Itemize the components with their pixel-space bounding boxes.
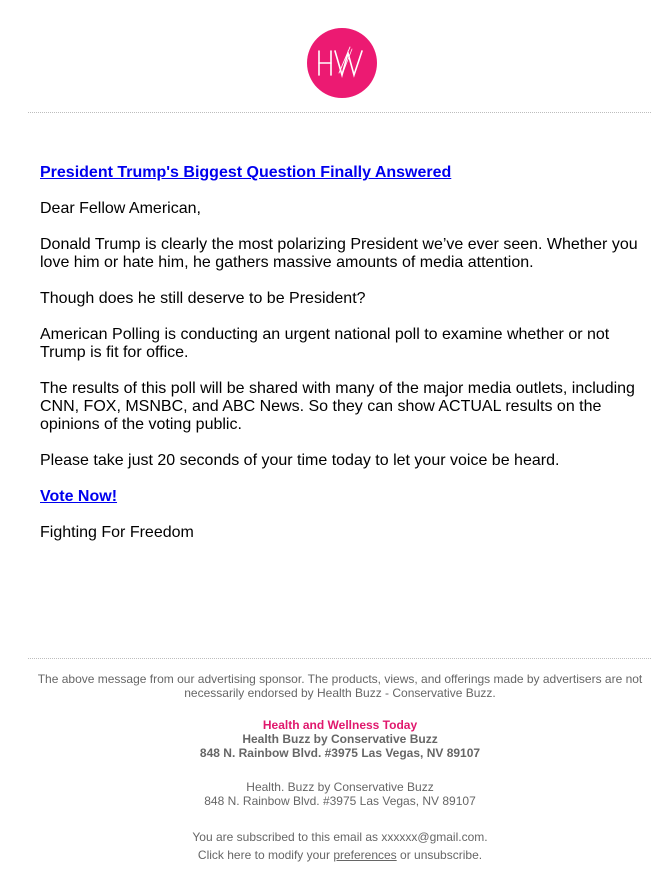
preferences-link[interactable]: preferences — [333, 848, 397, 862]
modify-suffix: or unsubscribe. — [400, 848, 483, 862]
brand-name: Health and Wellness Today — [262, 718, 418, 732]
paragraph-3: American Polling is conducting an urgent national poll to examine whether or not Trump is fit for office. — [40, 326, 610, 361]
modify-preferences-line — [30, 846, 650, 864]
email-body — [40, 164, 650, 560]
brand-logo[interactable] — [307, 28, 377, 98]
brand-subtitle: Health Buzz by Conservative Buzz — [242, 732, 438, 746]
brand-address: 848 N. Rainbow Blvd. #3975 Las Vegas, NV 89107 — [199, 746, 481, 760]
brand-address-block — [30, 718, 650, 760]
paragraph-1: Donald Trump is clearly the most polarizing President we’ve ever seen. Whether you love him or hate him, he gathers massive amounts of media attention. — [40, 236, 638, 271]
sponsor-disclaimer: The above message from our advertising sponsor. The products, views, and offerings made by advertisers are not necessarily endorsed by Health Buzz - Conservative Buzz. — [37, 672, 643, 700]
top-divider — [28, 112, 651, 113]
company-name: Health. Buzz by Conservative Buzz — [246, 780, 434, 794]
vote-now-link[interactable]: Vote Now! — [40, 488, 118, 505]
paragraph-5: Please take just 20 seconds of your time today to let your voice be heard. — [40, 452, 560, 469]
subscription-info — [30, 828, 650, 864]
bottom-divider — [28, 658, 651, 659]
greeting: Dear Fellow American, — [40, 200, 201, 217]
signoff: Fighting For Freedom — [40, 524, 194, 541]
headline-link[interactable]: President Trump's Biggest Question Finally Answered — [40, 164, 452, 181]
company-address-block — [30, 780, 650, 808]
modify-prefix: Click here to modify your — [197, 848, 330, 862]
company-address: 848 N. Rainbow Blvd. #3975 Las Vegas, NV 89107 — [204, 794, 476, 808]
paragraph-4: The results of this poll will be shared with many of the major media outlets, including CNN, FOX, MSNBC, and ABC News. So they can show ACTUAL results on the opinions of the voting public. — [40, 380, 635, 433]
hw-logo-icon — [315, 43, 369, 83]
email-footer — [30, 672, 650, 864]
header-logo-area — [0, 28, 672, 98]
paragraph-2: Though does he still deserve to be President? — [40, 290, 366, 307]
subscribed-email-text: You are subscribed to this email as xxxxxx@gmail.com. — [192, 830, 488, 844]
